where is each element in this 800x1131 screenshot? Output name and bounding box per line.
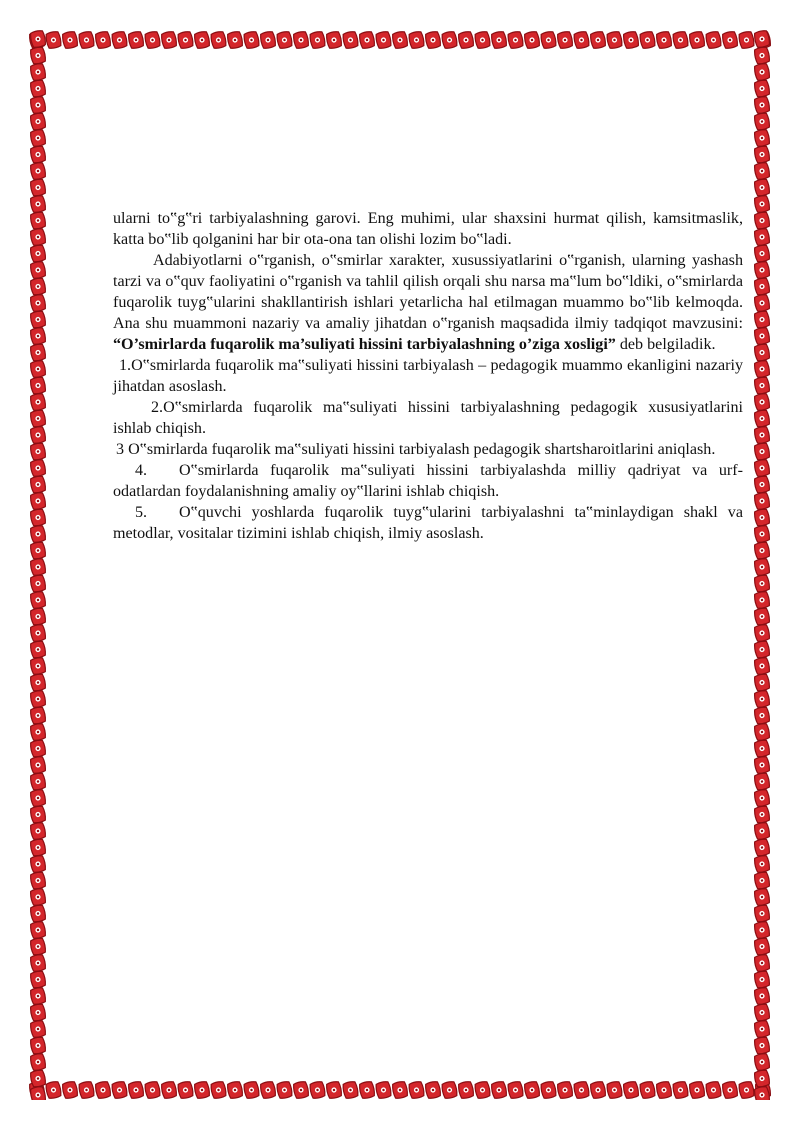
flower-ornament (29, 871, 46, 890)
flower-ornament (424, 31, 441, 50)
flower-ornament (29, 393, 46, 412)
flower-ornament (753, 96, 770, 115)
flower-ornament (29, 838, 46, 857)
flower-ornament (111, 31, 128, 50)
flower-ornament (29, 376, 46, 395)
flower-ornament (753, 640, 770, 659)
flower-ornament (753, 921, 770, 940)
flower-ornament (29, 1053, 46, 1072)
flower-ornament (391, 1081, 408, 1100)
flower-ornament (29, 244, 46, 263)
flower-ornament (325, 31, 342, 50)
flower-ornament (556, 31, 573, 50)
flower-ornament (606, 1081, 623, 1100)
flower-ornament (540, 1081, 557, 1100)
flower-ornament (753, 822, 770, 841)
flower-ornament (391, 31, 408, 50)
flower-ornament (29, 459, 46, 478)
flower-ornament (753, 673, 770, 692)
flower-ornament (29, 558, 46, 577)
red-flower-ornament-icon (28, 30, 772, 50)
flower-ornament (753, 690, 770, 709)
flower-ornament (29, 640, 46, 659)
flower-ornament (29, 574, 46, 593)
flower-ornament (29, 607, 46, 626)
flower-ornament (177, 31, 194, 50)
red-flower-ornament-icon (28, 1080, 772, 1100)
flower-ornament (753, 888, 770, 907)
flower-ornament (705, 31, 722, 50)
flower-ornament (753, 987, 770, 1006)
flower-ornament (29, 96, 46, 115)
flower-ornament (29, 541, 46, 560)
flower-ornament (457, 31, 474, 50)
list-item: 3 O‟smirlarda fuqarolik ma‟suliyati hissini tarbiyalash pedagogik shartsharoitlarini aniqlash. (116, 441, 716, 458)
flower-ornament (408, 1081, 425, 1100)
flower-ornament (29, 294, 46, 313)
document-body (113, 208, 743, 544)
flower-ornament (309, 31, 326, 50)
flower-ornament (29, 954, 46, 973)
flower-ornament (29, 1036, 46, 1055)
flower-ornament (589, 31, 606, 50)
list-item-text: O‟smirlarda fuqarolik ma‟suliyati hissini tarbiyalashda milliy qadriyat va urf-odatlardan foydalanishning amaliy oy‟llarini ishlab chiqish. (113, 462, 743, 500)
flower-ornament (753, 591, 770, 610)
flower-ornament (29, 673, 46, 692)
flower-ornament (753, 1053, 770, 1072)
flower-ornament (441, 1081, 458, 1100)
flower-ornament (753, 294, 770, 313)
flower-ornament (78, 1081, 95, 1100)
flower-ornament (94, 1081, 111, 1100)
flower-ornament (753, 756, 770, 775)
flower-ornament (753, 1003, 770, 1022)
flower-ornament (292, 31, 309, 50)
flower-ornament (753, 838, 770, 857)
flower-ornament (29, 360, 46, 379)
flower-ornament (753, 574, 770, 593)
flower-ornament (29, 690, 46, 709)
flower-ornament (29, 921, 46, 940)
flower-ornament (753, 739, 770, 758)
flower-ornament (375, 31, 392, 50)
flower-ornament (61, 31, 78, 50)
flower-ornament (753, 178, 770, 197)
list-item: 1.O‟smirlarda fuqarolik ma‟suliyati hissini tarbiyalash – pedagogik muammo ekanligini nazariy jihatdan asoslash. (113, 357, 743, 395)
decorative-border-top (28, 30, 772, 50)
flower-ornament (639, 1081, 656, 1100)
flower-ornament (29, 525, 46, 544)
flower-ornament (29, 1069, 46, 1088)
flower-ornament (29, 211, 46, 230)
flower-ornament (210, 1081, 227, 1100)
flower-ornament (753, 541, 770, 560)
flower-ornament (753, 30, 770, 48)
flower-ornament (753, 508, 770, 527)
flower-ornament (29, 162, 46, 181)
flower-ornament (753, 789, 770, 808)
flower-ornament (29, 1003, 46, 1022)
flower-ornament (29, 327, 46, 346)
flower-ornament (29, 1020, 46, 1039)
flower-ornament (753, 112, 770, 131)
flower-ornament (753, 162, 770, 181)
flower-ornament (243, 1081, 260, 1100)
main-text: Adabiyotlarni o‟rganish, o‟smirlar xarakter, xusussiyatlarini o‟rganish, ularning yashash tarzi va o‟quv faoliyatini o‟rganish va tahlil qilish orqali shu narsa ma‟lum bo‟ldiki, o‟smirlarda fuqarolik tuyg‟ularini shakllantirish ishlari yetarlicha hal etilmagan muammo bo‟lib kelmoqda. Ana shu muammoni nazariy va amaliy jihatdan o‟rganish maqsadida ilmiy tadqiqot mavzusini: (113, 252, 743, 332)
flower-ornament (78, 31, 95, 50)
flower-ornament (193, 31, 210, 50)
flower-ornament (342, 31, 359, 50)
flower-ornament (753, 393, 770, 412)
flower-ornament (210, 31, 227, 50)
flower-ornament (29, 46, 46, 65)
flower-ornament (193, 1081, 210, 1100)
flower-ornament (29, 442, 46, 461)
flower-ornament (177, 1081, 194, 1100)
flower-ornament (606, 31, 623, 50)
flower-ornament (490, 1081, 507, 1100)
flower-ornament (457, 1081, 474, 1100)
flower-ornament (29, 508, 46, 527)
flower-ornament (753, 607, 770, 626)
flower-ornament (29, 1086, 46, 1100)
decorative-border-left (28, 30, 48, 1100)
flower-ornament (29, 904, 46, 923)
flower-ornament (342, 1081, 359, 1100)
flower-ornament (29, 195, 46, 214)
flower-ornament (753, 79, 770, 98)
flower-ornament (276, 1081, 293, 1100)
list-number: 4. (135, 462, 148, 479)
flower-ornament (753, 657, 770, 676)
list-item-text: O‟quvchi yoshlarda fuqarolik tuyg‟ularini tarbiyalashni ta‟minlaydigan shakl va metodlar, vositalar tizimini ishlab chiqish, ilmiy asoslash. (113, 504, 743, 542)
flower-ornament (408, 31, 425, 50)
list-item (113, 460, 743, 502)
flower-ornament (325, 1081, 342, 1100)
flower-ornament (29, 261, 46, 280)
flower-ornament (61, 1081, 78, 1100)
flower-ornament (753, 63, 770, 82)
flower-ornament (753, 475, 770, 494)
flower-ornament (29, 772, 46, 791)
flower-ornament (753, 904, 770, 923)
flower-ornament (292, 1081, 309, 1100)
flower-ornament (507, 31, 524, 50)
flower-ornament (622, 31, 639, 50)
flower-ornament (573, 31, 590, 50)
flower-ornament (29, 657, 46, 676)
flower-ornament (29, 624, 46, 643)
flower-ornament (753, 871, 770, 890)
flower-ornament (29, 79, 46, 98)
flower-ornament (753, 805, 770, 824)
flower-ornament (753, 937, 770, 956)
flower-ornament (276, 31, 293, 50)
flower-ornament (753, 525, 770, 544)
flower-ornament (490, 31, 507, 50)
flower-ornament (753, 360, 770, 379)
flower-ornament (29, 756, 46, 775)
flower-ornament (111, 1081, 128, 1100)
flower-ornament (259, 31, 276, 50)
flower-ornament (127, 31, 144, 50)
flower-ornament (523, 31, 540, 50)
red-flower-ornament-icon (752, 30, 772, 1100)
flower-ornament (243, 31, 260, 50)
main-text-end: deb belgiladik. (615, 336, 716, 353)
flower-ornament (144, 31, 161, 50)
flower-ornament (589, 1081, 606, 1100)
flower-ornament (753, 954, 770, 973)
flower-ornament (540, 31, 557, 50)
flower-ornament (705, 1081, 722, 1100)
decorative-border-bottom (28, 1080, 772, 1100)
flower-ornament (753, 855, 770, 874)
flower-ornament (688, 31, 705, 50)
flower-ornament (655, 1081, 672, 1100)
flower-ornament (753, 46, 770, 65)
flower-ornament (309, 1081, 326, 1100)
flower-ornament (753, 426, 770, 445)
flower-ornament (29, 475, 46, 494)
flower-ornament (226, 31, 243, 50)
flower-ornament (160, 31, 177, 50)
flower-ornament (127, 1081, 144, 1100)
flower-ornament (29, 855, 46, 874)
flower-ornament (358, 1081, 375, 1100)
flower-ornament (655, 31, 672, 50)
intro-paragraph: ularni to‟g‟ri tarbiyalashning garovi. Eng muhimi, ular shaxsini hurmat qilish, kamsitmaslik, katta bo‟lib qolganini har bir ota-ona tan olishi lozim bo‟ladi. (113, 210, 743, 248)
flower-ornament (358, 31, 375, 50)
flower-ornament (226, 1081, 243, 1100)
flower-ornament (29, 129, 46, 148)
flower-ornament (29, 739, 46, 758)
list-item (113, 502, 743, 544)
list-item: 2.O‟smirlarda fuqarolik ma‟suliyati hissini tarbiyalashning pedagogik xususiyatlarini ishlab chiqish. (113, 399, 743, 437)
flower-ornament (259, 1081, 276, 1100)
flower-ornament (573, 1081, 590, 1100)
flower-ornament (753, 970, 770, 989)
flower-ornament (94, 31, 111, 50)
flower-ornament (753, 244, 770, 263)
flower-ornament (753, 409, 770, 428)
flower-ornament (688, 1081, 705, 1100)
flower-ornament (29, 30, 46, 48)
flower-ornament (29, 426, 46, 445)
flower-ornament (29, 706, 46, 725)
flower-ornament (753, 261, 770, 280)
flower-ornament (29, 888, 46, 907)
flower-ornament (29, 112, 46, 131)
flower-ornament (753, 145, 770, 164)
flower-ornament (556, 1081, 573, 1100)
flower-ornament (29, 277, 46, 296)
flower-ornament (753, 1020, 770, 1039)
flower-ornament (721, 31, 738, 50)
flower-ornament (29, 145, 46, 164)
flower-ornament (29, 591, 46, 610)
flower-ornament (753, 459, 770, 478)
flower-ornament (639, 31, 656, 50)
flower-ornament (29, 937, 46, 956)
flower-ornament (622, 1081, 639, 1100)
flower-ornament (753, 492, 770, 511)
flower-ornament (29, 970, 46, 989)
flower-ornament (29, 805, 46, 824)
flower-ornament (753, 1069, 770, 1088)
list-number: 5. (135, 504, 148, 521)
flower-ornament (160, 1081, 177, 1100)
flower-ornament (672, 1081, 689, 1100)
flower-ornament (672, 31, 689, 50)
flower-ornament (29, 343, 46, 362)
flower-ornament (753, 442, 770, 461)
flower-ornament (424, 1081, 441, 1100)
flower-ornament (753, 195, 770, 214)
flower-ornament (29, 723, 46, 742)
flower-ornament (507, 1081, 524, 1100)
flower-ornament (29, 492, 46, 511)
flower-ornament (29, 63, 46, 82)
flower-ornament (375, 1081, 392, 1100)
flower-ornament (144, 1081, 161, 1100)
red-flower-ornament-icon (28, 30, 48, 1100)
flower-ornament (29, 310, 46, 329)
flower-ornament (29, 789, 46, 808)
flower-ornament (29, 409, 46, 428)
flower-ornament (753, 558, 770, 577)
flower-ornament (523, 1081, 540, 1100)
flower-ornament (29, 822, 46, 841)
flower-ornament (753, 129, 770, 148)
flower-ornament (441, 31, 458, 50)
flower-ornament (721, 1081, 738, 1100)
flower-ornament (29, 987, 46, 1006)
decorative-border-right (752, 30, 772, 1100)
flower-ornament (753, 376, 770, 395)
flower-ornament (29, 178, 46, 197)
flower-ornament (753, 228, 770, 247)
flower-ornament (753, 310, 770, 329)
flower-ornament (29, 228, 46, 247)
flower-ornament (753, 277, 770, 296)
flower-ornament (753, 624, 770, 643)
flower-ornament (753, 706, 770, 725)
flower-ornament (753, 211, 770, 230)
flower-ornament (753, 1086, 770, 1100)
flower-ornament (753, 1036, 770, 1055)
main-paragraph (113, 250, 743, 355)
research-topic: “O’smirlarda fuqarolik ma’suliyati hissini tarbiyalashning o’ziga xosligi” (113, 336, 616, 353)
flower-ornament (474, 1081, 491, 1100)
flower-ornament (753, 327, 770, 346)
flower-ornament (474, 31, 491, 50)
flower-ornament (753, 343, 770, 362)
flower-ornament (753, 772, 770, 791)
flower-ornament (753, 723, 770, 742)
